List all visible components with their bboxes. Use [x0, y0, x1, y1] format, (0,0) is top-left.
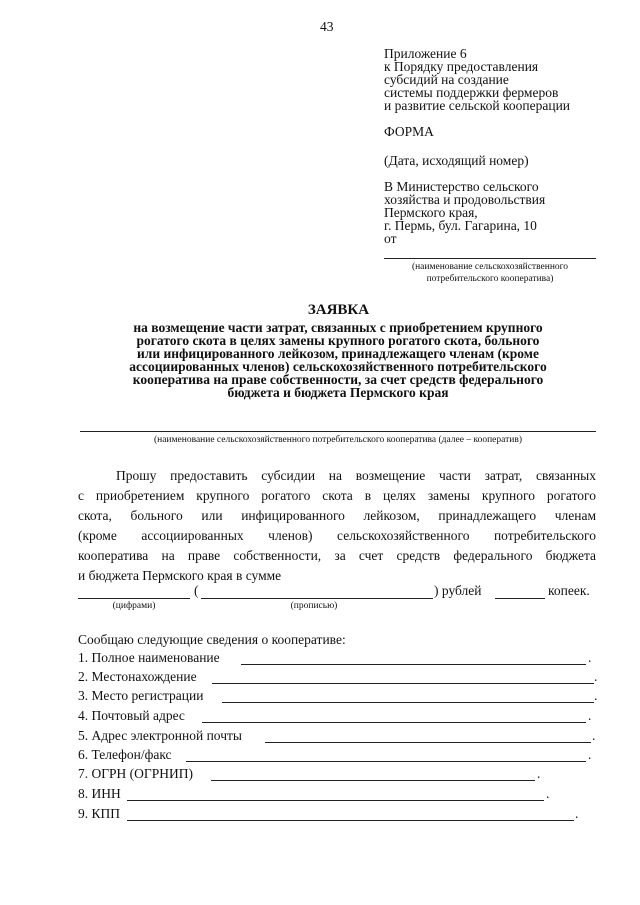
field-end: . — [537, 766, 541, 781]
appendix-line-4: системы поддержки фермеров — [384, 85, 559, 100]
addressee-line-3: Пермского края, — [384, 205, 478, 220]
body-line-2: с приобретением крупного рогатого скота в целях замены крупного рогатого — [78, 488, 596, 503]
field-end: . — [588, 708, 592, 723]
digits-caption: (цифрами) — [112, 601, 156, 611]
field-input-line[interactable] — [265, 742, 591, 743]
body-line-3: скота, больного или инфицированного лейкозом, принадлежащего членам — [78, 508, 596, 523]
amount-kopecks-line[interactable] — [495, 598, 545, 599]
subtitle-line-3: или инфицированного лейкозом, принадлежащего членам (кроме — [137, 346, 539, 361]
field-end: . — [594, 688, 598, 703]
subtitle-line-2: рогатого скота в целях замены крупного рогатого скота, больного — [136, 333, 540, 348]
addressee-line-4: г. Пермь, бул. Гагарина, 10 — [384, 218, 537, 233]
field-end: . — [594, 669, 598, 684]
field-input-line[interactable] — [127, 820, 574, 821]
field-input-line[interactable] — [211, 780, 535, 781]
field-label: 7. ОГРН (ОГРНИП) — [78, 766, 193, 781]
field-row — [78, 786, 596, 802]
coop-caption: (наименование сельскохозяйственного потребительского кооператива (далее – кооператив) — [153, 435, 523, 445]
field-label: 5. Адрес электронной почты — [78, 728, 242, 743]
field-row — [78, 688, 596, 704]
field-label: 6. Телефон/факс — [78, 747, 172, 762]
addressee-line-5: от — [384, 231, 397, 246]
field-row — [78, 708, 596, 724]
words-caption: (прописью) — [290, 601, 338, 611]
info-intro: Сообщаю следующие сведения о кооперативе: — [78, 632, 346, 647]
subtitle-line-6: бюджета и бюджета Пермского края — [227, 385, 449, 400]
body-line-4: (кроме ассоциированных членов) сельскохозяйственного потребительского — [78, 528, 596, 543]
field-label: 3. Место регистрации — [78, 688, 204, 703]
field-end: . — [592, 728, 596, 743]
amount-kopecks-label: копеек. — [548, 583, 590, 598]
field-row — [78, 669, 596, 685]
field-input-line[interactable] — [212, 683, 594, 684]
field-input-line[interactable] — [222, 702, 594, 703]
document-title: ЗАЯВКА — [307, 302, 370, 318]
field-label: 8. ИНН — [78, 786, 121, 801]
amount-digits-line[interactable] — [78, 598, 190, 599]
appendix-line-5: и развитие сельской кооперации — [384, 98, 571, 113]
field-row — [78, 747, 596, 763]
field-end: . — [575, 806, 579, 821]
field-end: . — [588, 747, 592, 762]
field-label: 1. Полное наименование — [78, 650, 220, 665]
field-row — [78, 650, 596, 666]
appendix-line-2: к Порядку предоставления — [384, 59, 539, 74]
subtitle-line-4: ассоциированных членов) сельскохозяйственного потребительского — [129, 359, 547, 374]
from-caption-1: (наименование сельскохозяйственного — [411, 262, 569, 272]
date-label: (Дата, исходящий номер) — [384, 153, 529, 168]
amount-words-line[interactable] — [201, 598, 433, 599]
appendix-line-1: Приложение 6 — [384, 46, 467, 61]
body-line-5: кооператива на праве собственности, за счет средств федерального бюджета — [78, 548, 596, 563]
field-input-line[interactable] — [202, 722, 586, 723]
subtitle-line-1: на возмещение части затрат, связанных с приобретением крупного — [133, 320, 543, 335]
appendix-line-3: субсидий на создание — [384, 72, 509, 87]
addressee-line-2: хозяйства и продовольствия — [384, 192, 546, 207]
body-line-6: и бюджета Пермского края в сумме — [78, 568, 282, 583]
subtitle-line-5: кооператива на праве собственности, за счет средств федерального — [132, 372, 544, 387]
body-line-1: Прошу предоставить субсидии на возмещение части затрат, связанных — [116, 468, 596, 483]
from-blank-line — [384, 258, 596, 259]
page-number: 43 — [320, 19, 334, 34]
amount-open-paren: ( — [194, 583, 199, 598]
field-label: 9. КПП — [78, 806, 121, 821]
field-label: 4. Почтовый адрес — [78, 708, 185, 723]
field-end: . — [546, 786, 550, 801]
form-label: ФОРМА — [384, 124, 434, 139]
field-input-line[interactable] — [241, 664, 586, 665]
from-caption-2: потребительского кооператива) — [426, 274, 554, 284]
field-row — [78, 806, 596, 822]
field-end: . — [588, 650, 592, 665]
coop-name-line — [80, 431, 596, 432]
field-label: 2. Местонахождение — [78, 669, 197, 684]
field-input-line[interactable] — [186, 761, 586, 762]
field-row — [78, 766, 596, 782]
field-row — [78, 728, 596, 744]
amount-rubles-label: ) рублей — [434, 583, 482, 598]
field-input-line[interactable] — [127, 800, 544, 801]
addressee-line-1: В Министерство сельского — [384, 179, 539, 194]
